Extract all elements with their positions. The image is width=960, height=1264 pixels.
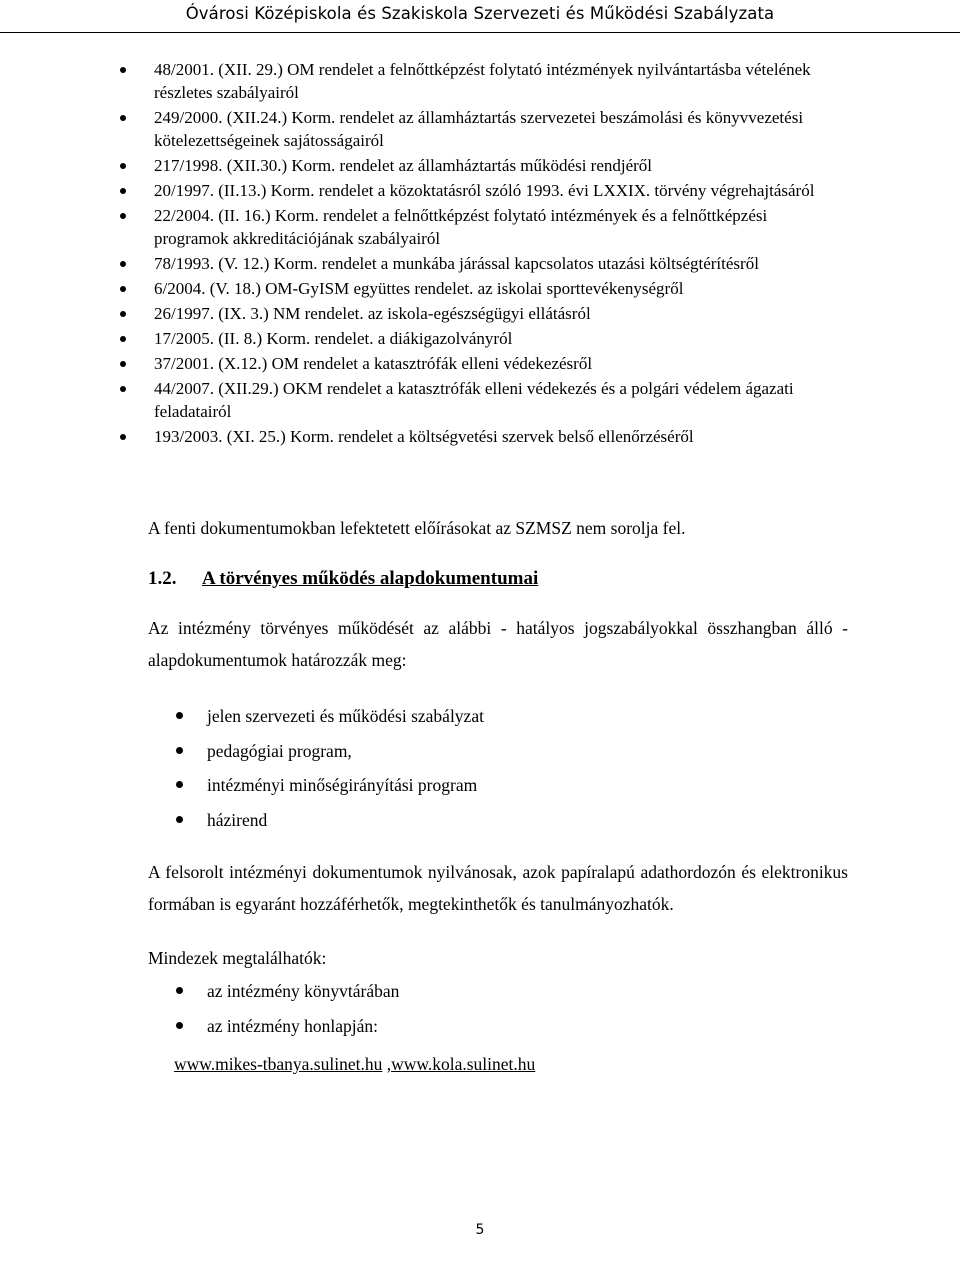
- law-text: 22/2004. (II. 16.) Korm. rendelet a felnőttképzést folytató intézmények és a felnőttképzési programok akkreditációjának szabályairól: [154, 206, 768, 248]
- note-text: A fenti dokumentumokban lefektetett előírásokat az SZMSZ nem sorolja fel.: [148, 518, 686, 538]
- law-text: 26/1997. (IX. 3.) NM rendelet. az iskola-egészségügyi ellátásról: [154, 304, 591, 323]
- section-title: A törvényes működés alapdokumentumai: [202, 568, 539, 589]
- law-text: 6/2004. (V. 18.) OM-GyISM együttes rendelet. az iskolai sporttevékenységről: [154, 279, 684, 298]
- law-item: [118, 106, 838, 152]
- law-item: [118, 377, 838, 423]
- document-list: [176, 700, 484, 838]
- availability-paragraph: A felsorolt intézményi dokumentumok nyilvánosak, azok papíralapú adathordozón és elektronikus formában is egyaránt hozzáférhetők, megtekinthetők és tanulmányozhatók.: [148, 862, 848, 914]
- list-item: [176, 975, 399, 1010]
- list-item: [176, 769, 484, 804]
- document-text: intézményi minőségirányítási program: [207, 775, 478, 795]
- link-separator: ,: [382, 1054, 392, 1074]
- law-text: 20/1997. (II.13.) Korm. rendelet a közoktatásról szóló 1993. évi LXXIX. törvény végrehajtásáról: [154, 181, 815, 200]
- document-text: pedagógiai program,: [207, 740, 352, 761]
- law-item: [118, 204, 838, 250]
- bullet-icon: [176, 781, 183, 788]
- bullet-icon: [120, 286, 126, 292]
- law-text: 44/2007. (XII.29.) OKM rendelet a katasztrófák elleni védekezés és a polgári védelem ágazati feladatairól: [154, 379, 794, 421]
- header-title: Óvárosi Középiskola és Szakiskola Szervezeti és Működési Szabályzata: [185, 4, 775, 23]
- list-item: [176, 735, 484, 770]
- law-text: 37/2001. (X.12.) OM rendelet a katasztrófák elleni védekezésről: [154, 354, 593, 373]
- bullet-icon: [120, 188, 126, 194]
- list-item: [176, 700, 484, 735]
- law-text: 48/2001. (XII. 29.) OM rendelet a felnőttképzést folytató intézmények nyilvántartásba vételének részletes szabályairól: [154, 60, 811, 102]
- bullet-icon: [176, 1022, 183, 1029]
- law-item: [118, 154, 838, 177]
- bullet-icon: [120, 67, 126, 73]
- bullet-icon: [120, 336, 126, 342]
- website-links: [174, 1054, 535, 1075]
- bullet-icon: [120, 261, 126, 267]
- law-item: [118, 302, 838, 325]
- location-text: az intézmény honlapján:: [207, 1015, 379, 1036]
- bullet-icon: [120, 311, 126, 317]
- law-text: 17/2005. (II. 8.) Korm. rendelet. a diákigazolványról: [154, 329, 513, 348]
- law-text: 249/2000. (XII.24.) Korm. rendelet az államháztartás szervezetei beszámolási és könyvvezetési kötelezettségeinek sajátosságairól: [154, 108, 804, 150]
- law-text: 217/1998. (XII.30.) Korm. rendelet az államháztartás működési rendjéről: [154, 156, 653, 175]
- intro-paragraph: Az intézmény törvényes működését az alábbi - hatályos jogszabályokkal összhangban álló - alapdokumentumok határozzák meg:: [148, 618, 848, 670]
- law-item: [118, 58, 838, 104]
- list-item: [176, 804, 484, 839]
- bullet-icon: [120, 386, 126, 392]
- bullet-icon: [120, 115, 126, 121]
- law-item: [118, 327, 838, 350]
- bullet-icon: [120, 213, 126, 219]
- section-heading: [148, 568, 538, 590]
- page-header: [0, 0, 960, 33]
- law-item: [118, 352, 838, 375]
- bullet-icon: [176, 987, 183, 994]
- website-link-mikes[interactable]: www.mikes-tbanya.sulinet.hu: [174, 1054, 383, 1074]
- law-item: [118, 179, 838, 202]
- bullet-icon: [120, 434, 126, 440]
- law-text: 78/1993. (V. 12.) Korm. rendelet a munkába járással kapcsolatos utazási költségtérítésről: [154, 254, 759, 273]
- law-item: [118, 252, 838, 275]
- bullet-icon: [176, 816, 183, 823]
- document-text: házirend: [207, 809, 268, 830]
- location-intro: Mindezek megtalálhatók:: [148, 948, 327, 968]
- list-item: [176, 1010, 399, 1045]
- bullet-icon: [120, 361, 126, 367]
- bullet-icon: [176, 747, 183, 754]
- law-item: [118, 425, 838, 448]
- section-number: 1.2.: [148, 568, 177, 589]
- bullet-icon: [176, 712, 183, 719]
- location-text: az intézmény könyvtárában: [207, 981, 400, 1001]
- location-list: [176, 975, 399, 1044]
- law-text: 193/2003. (XI. 25.) Korm. rendelet a költségvetési szervek belső ellenőrzéséről: [154, 427, 694, 446]
- law-list: [118, 58, 838, 450]
- website-link-kola[interactable]: www.kola.sulinet.hu: [391, 1054, 536, 1074]
- page-number: 5: [475, 1222, 485, 1238]
- law-item: [118, 277, 838, 300]
- bullet-icon: [120, 163, 126, 169]
- document-text: jelen szervezeti és működési szabályzat: [207, 706, 484, 726]
